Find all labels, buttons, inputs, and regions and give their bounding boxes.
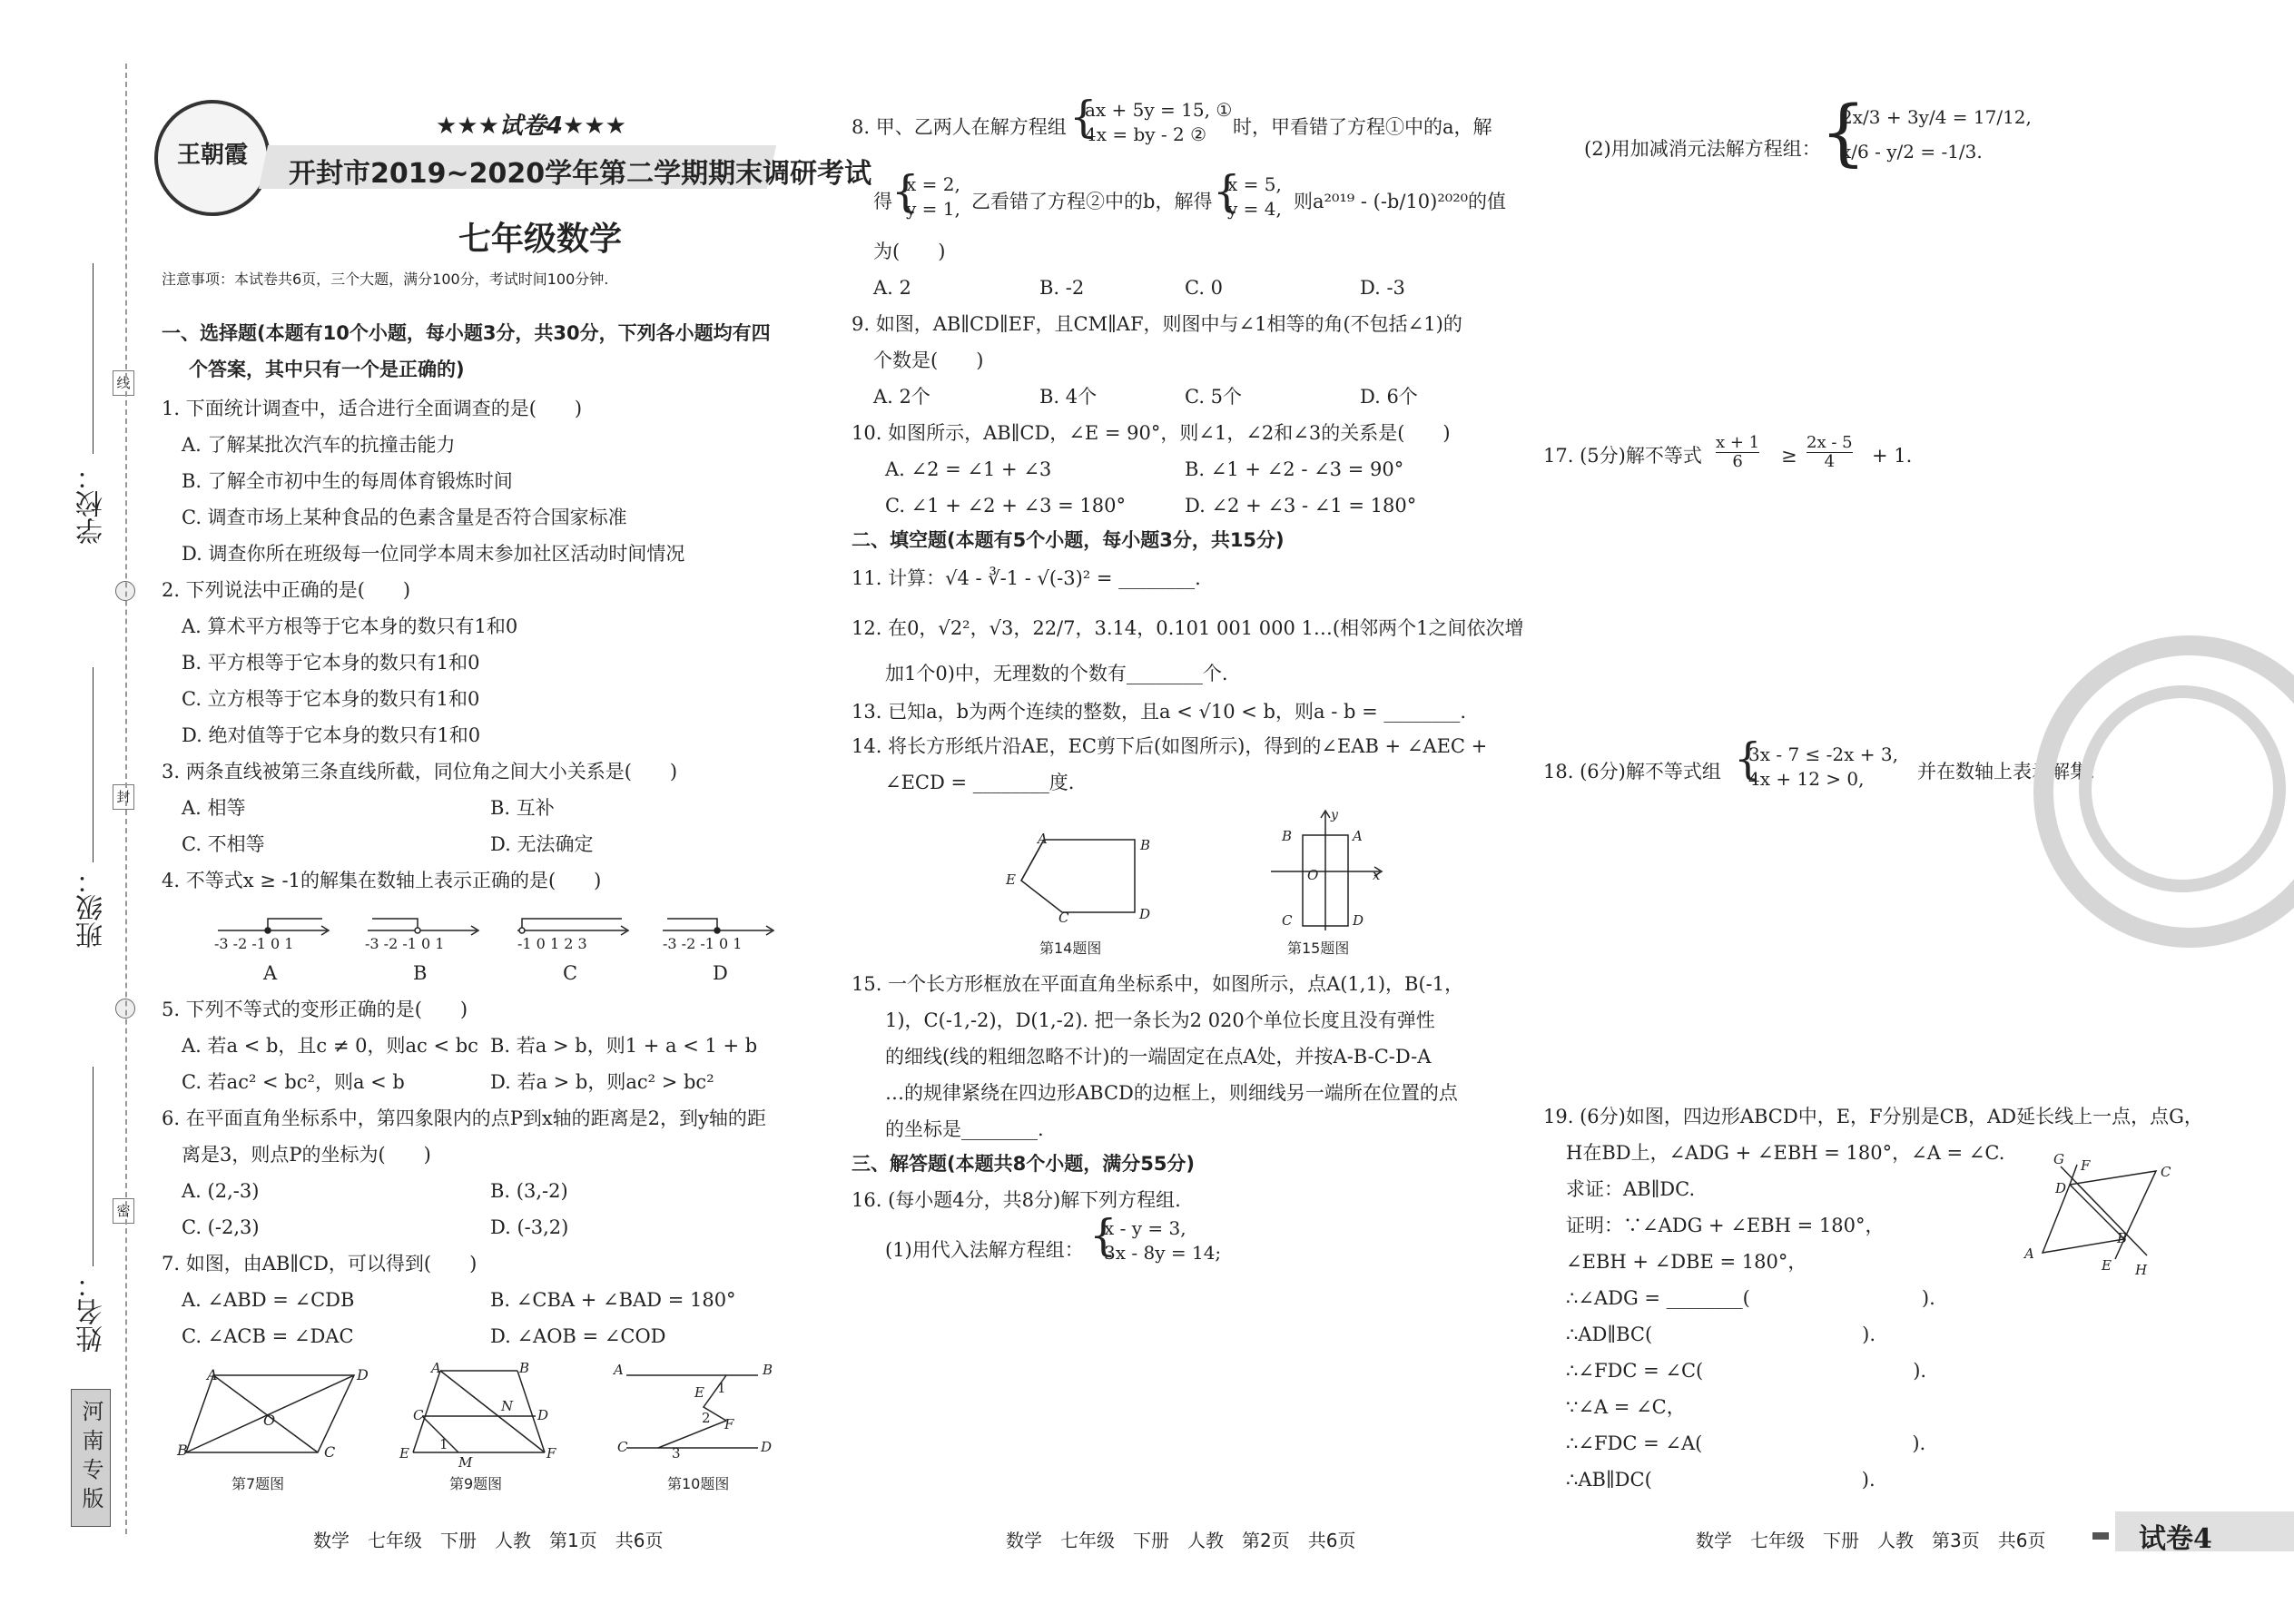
q16-system2: 2x/3 + 3y/4 = 17/12, x/6 - y/2 = -1/3. bbox=[1841, 106, 2032, 162]
fig10-label-a: A bbox=[614, 1362, 624, 1378]
fig19-label-f: F bbox=[2081, 1157, 2091, 1174]
fig10-label-1: 1 bbox=[717, 1380, 726, 1396]
q4-label-c: C bbox=[563, 962, 578, 984]
q9-option-a: A. 2个 bbox=[873, 386, 930, 408]
q4-axis-d: -3 -2 -1 0 1 bbox=[663, 935, 743, 952]
figure-10 bbox=[617, 1366, 781, 1466]
q9-stem-2: 个数是( ) bbox=[873, 349, 984, 371]
subject-title: 七年级数学 bbox=[458, 221, 623, 258]
q9-option-d: D. 6个 bbox=[1360, 386, 1418, 408]
q16-part2: (2)用加减消元法解方程组： bbox=[1584, 138, 1821, 160]
q1-option-d: D. 调查你所在班级每一位同学本周末参加社区活动时间情况 bbox=[182, 543, 685, 565]
q14-line1: 14. 将长方形纸片沿AE，EC剪下后(如图所示)，得到的∠EAB + ∠AEC + bbox=[852, 735, 1488, 757]
corner-tag-mark bbox=[2092, 1532, 2109, 1540]
fig9-label-b: B bbox=[519, 1360, 530, 1376]
fig15-label-a: A bbox=[1353, 828, 1363, 844]
q17-lead: 17. (5分)解不等式 bbox=[1543, 445, 1702, 467]
fig19-label-a: A bbox=[2024, 1245, 2034, 1262]
footer-page1: 数学 七年级 下册 人教 第1页 共6页 bbox=[313, 1530, 664, 1551]
q1-option-c: C. 调查市场上某种食品的色素含量是否符合国家标准 bbox=[182, 507, 627, 528]
q11-text: 11. 计算：√4 - ∛-1 - √(-3)² = ________. bbox=[852, 567, 1201, 589]
fig7-label-b: B bbox=[177, 1442, 188, 1459]
q19-line7: ∴AD∥BC( ). bbox=[1566, 1324, 1876, 1345]
footer-page3: 数学 七年级 下册 人教 第3页 共6页 bbox=[1696, 1530, 2046, 1551]
fig10-label-c: C bbox=[617, 1439, 628, 1455]
q16-brace1-icon: { bbox=[1089, 1210, 1117, 1261]
fig14-label-d: D bbox=[1139, 906, 1151, 922]
q8-brace2-icon: { bbox=[891, 166, 920, 217]
q6-option-b: B. (3,-2) bbox=[490, 1180, 568, 1202]
q4-stem: 4. 不等式x ≥ -1的解集在数轴上表示正确的是( ) bbox=[162, 870, 602, 891]
q8-line1b: 时，甲看错了方程①中的a，解 bbox=[1233, 116, 1492, 138]
q4-axis-a: -3 -2 -1 0 1 bbox=[214, 935, 294, 952]
q2-option-d: D. 绝对值等于它本身的数只有1和0 bbox=[182, 724, 481, 746]
q12-line2: 加1个0)中，无理数的个数有________个. bbox=[885, 663, 1228, 684]
series-label: ★★★试卷4★★★ bbox=[436, 113, 626, 140]
fig7-label-c: C bbox=[324, 1443, 336, 1461]
seal-mark-xian: 线 bbox=[113, 370, 134, 396]
seal-mark-feng: 封 bbox=[113, 784, 134, 810]
q8-line3: 为( ) bbox=[873, 241, 946, 262]
q19-line3: 求证：AB∥DC. bbox=[1566, 1178, 1696, 1200]
q8-brace-icon: { bbox=[1069, 92, 1098, 143]
q8-option-b: B. -2 bbox=[1039, 277, 1085, 299]
fig14-label-b: B bbox=[1140, 837, 1151, 853]
school-label: 学校： bbox=[76, 463, 108, 545]
q4-axis-c: -1 0 1 2 3 bbox=[517, 935, 587, 952]
q1-option-b: B. 了解全市初中生的每周体育锻炼时间 bbox=[182, 470, 513, 492]
q6-stem-1: 6. 在平面直角坐标系中，第四象限内的点P到x轴的距离是2，到y轴的距 bbox=[162, 1107, 766, 1129]
fig9-label-f: F bbox=[546, 1445, 556, 1462]
q15-line4: …的规律紧绕在四边形ABCD的边框上，则细线另一端所在位置的点 bbox=[885, 1082, 1458, 1104]
fig15-label-d: D bbox=[1353, 912, 1364, 929]
section1-title-2: 个答案，其中只有一个是正确的) bbox=[189, 359, 465, 380]
fig7-label-o: O bbox=[263, 1412, 276, 1429]
fig19-label-g: G bbox=[2053, 1151, 2064, 1167]
q3-option-c: C. 不相等 bbox=[182, 833, 265, 855]
q4-label-a: A bbox=[263, 962, 278, 984]
q7-stem: 7. 如图，由AB∥CD，可以得到( ) bbox=[162, 1253, 478, 1275]
q3-stem: 3. 两条直线被第三条直线所截，同位角之间大小关系是( ) bbox=[162, 761, 678, 782]
q9-stem-1: 9. 如图，AB∥CD∥EF，且CM∥AF，则图中与∠1相等的角(不包括∠1)的 bbox=[852, 313, 1462, 335]
section3-title: 三、解答题(本题共8个小题，满分55分) bbox=[852, 1153, 1196, 1175]
q17-sign: ≥ bbox=[1781, 445, 1797, 467]
fig10-caption: 第10题图 bbox=[667, 1475, 730, 1492]
notice: 注意事项：本试卷共6页，三个大题，满分100分，考试时间100分钟. bbox=[162, 271, 609, 288]
fig9-label-m: M bbox=[458, 1454, 473, 1471]
cut-line bbox=[125, 64, 127, 1534]
q19-line2: H在BD上，∠ADG + ∠EBH = 180°，∠A = ∠C. bbox=[1566, 1142, 2005, 1164]
q5-option-d: D. 若a > b，则ac² > bc² bbox=[490, 1071, 714, 1093]
fig15-caption: 第15题图 bbox=[1287, 940, 1350, 957]
q5-stem: 5. 下列不等式的变形正确的是( ) bbox=[162, 999, 468, 1020]
q15-line3: 的细线(线的粗细忽略不计)的一端固定在点A处，并按A-B-C-D-A bbox=[885, 1046, 1432, 1068]
fig14-label-e: E bbox=[1006, 871, 1016, 888]
q8-system2: x = 2, y = 1, bbox=[906, 173, 960, 220]
q6-option-a: A. (2,-3) bbox=[182, 1180, 260, 1202]
q17-tail: + 1. bbox=[1872, 445, 1913, 467]
q10-option-a: A. ∠2 = ∠1 + ∠3 bbox=[885, 458, 1052, 480]
class-label: 班级： bbox=[76, 867, 108, 949]
q16-brace2-icon: { bbox=[1820, 90, 1866, 174]
fig19-label-b: B bbox=[2117, 1230, 2128, 1246]
school-field-line[interactable] bbox=[93, 263, 94, 454]
q12-line1: 12. 在0，√2²，√3，22/7，3.14，0.101 001 000 1…(相邻两个1之间依次增 bbox=[852, 617, 1524, 639]
q13-text: 13. 已知a，b为两个连续的整数，且a < √10 < b，则a - b = ________. bbox=[852, 701, 1467, 723]
q16-stem: 16. (每小题4分，共8分)解下列方程组. bbox=[852, 1189, 1181, 1211]
q8-option-c: C. 0 bbox=[1185, 277, 1224, 299]
fig10-label-3: 3 bbox=[672, 1445, 681, 1462]
q7-option-b: B. ∠CBA + ∠BAD = 180° bbox=[490, 1289, 736, 1311]
watermark-inner-ring bbox=[2079, 685, 2286, 892]
q8-option-d: D. -3 bbox=[1360, 277, 1405, 299]
fig7-label-d: D bbox=[357, 1366, 369, 1383]
fig9-label-d: D bbox=[537, 1407, 549, 1423]
q3-option-b: B. 互补 bbox=[490, 797, 555, 819]
q15-line1: 15. 一个长方形框放在平面直角坐标系中，如图所示，点A(1,1)，B(-1， bbox=[852, 973, 1464, 995]
q7-option-c: C. ∠ACB = ∠DAC bbox=[182, 1325, 354, 1347]
q18-tail: 并在数轴上表示解集. bbox=[1917, 761, 2095, 782]
fig15-label-x: x bbox=[1373, 867, 1381, 883]
q19-line9: ∵∠A = ∠C， bbox=[1566, 1396, 1686, 1418]
q6-stem-2: 离是3，则点P的坐标为( ) bbox=[182, 1144, 431, 1166]
logo-text: 王朝霞 bbox=[176, 142, 248, 169]
seal-mark-mi: 密 bbox=[113, 1198, 134, 1224]
fig7-label-a: A bbox=[207, 1366, 218, 1383]
section2-title: 二、填空题(本题有5个小题，每小题3分，共15分) bbox=[852, 529, 1285, 551]
fig15-label-b: B bbox=[1282, 828, 1293, 844]
q15-line5: 的坐标是________. bbox=[885, 1118, 1044, 1140]
q9-option-c: C. 5个 bbox=[1185, 386, 1243, 408]
exam-title: 开封市2019~2020学年第二学期期末调研考试 bbox=[289, 158, 872, 190]
q1-stem: 1. 下面统计调查中，适合进行全面调查的是( ) bbox=[162, 398, 583, 419]
q2-stem: 2. 下列说法中正确的是( ) bbox=[162, 579, 411, 601]
figure-19 bbox=[2024, 1148, 2161, 1266]
q7-option-d: D. ∠AOB = ∠COD bbox=[490, 1325, 666, 1347]
q17-fraction-right: $\frac{2x - 5}{4}$ bbox=[1807, 433, 1853, 471]
fig15-label-o: O bbox=[1307, 867, 1319, 883]
q19-line1: 19. (6分)如图，四边形ABCD中，E，F分别是CB，AD延长线上一点，点G， bbox=[1543, 1106, 2203, 1127]
q18-system: 3x - 7 ≤ -2x + 3, 4x + 12 > 0, bbox=[1748, 743, 1898, 790]
fig7-caption: 第7题图 bbox=[231, 1475, 285, 1492]
q10-option-c: C. ∠1 + ∠2 + ∠3 = 180° bbox=[885, 495, 1126, 517]
fig10-label-b: B bbox=[763, 1362, 773, 1378]
fig9-caption: 第9题图 bbox=[449, 1475, 503, 1492]
q3-option-d: D. 无法确定 bbox=[490, 833, 594, 855]
q5-option-b: B. 若a > b，则1 + a < 1 + b bbox=[490, 1035, 758, 1057]
q2-option-c: C. 立方根等于它本身的数只有1和0 bbox=[182, 688, 480, 710]
q8-line2a: 得 bbox=[873, 191, 892, 212]
q4-axis-b: -3 -2 -1 0 1 bbox=[365, 935, 445, 952]
corner-tag: 试卷4 bbox=[2139, 1523, 2212, 1555]
figure-14 bbox=[1008, 831, 1153, 921]
q18-lead: 18. (6分)解不等式组 bbox=[1543, 761, 1721, 782]
fig19-label-h: H bbox=[2135, 1262, 2148, 1278]
q5-option-c: C. 若ac² < bc²，则a < b bbox=[182, 1071, 405, 1093]
region-tag: 河南专版 bbox=[71, 1389, 111, 1527]
q16-part1: (1)用代入法解方程组： bbox=[885, 1239, 1084, 1261]
fig9-label-e: E bbox=[399, 1445, 409, 1462]
q9-option-b: B. 4个 bbox=[1039, 386, 1098, 408]
q8-line1a: 8. 甲、乙两人在解方程组 bbox=[852, 116, 1067, 138]
q6-option-d: D. (-3,2) bbox=[490, 1216, 569, 1238]
q10-option-b: B. ∠1 + ∠2 - ∠3 = 90° bbox=[1185, 458, 1404, 480]
q2-option-a: A. 算术平方根等于它本身的数只有1和0 bbox=[182, 615, 518, 637]
q5-option-a: A. 若a < b，且c ≠ 0，则ac < bc bbox=[182, 1035, 478, 1057]
binding-strip bbox=[0, 0, 131, 1624]
q19-line11: ∴AB∥DC( ). bbox=[1566, 1469, 1876, 1491]
section1-title-1: 一、选择题(本题有10个小题，每小题3分，共30分，下列各小题均有四 bbox=[162, 322, 771, 344]
fig10-label-2: 2 bbox=[702, 1410, 711, 1426]
q15-line2: 1)，C(-1,-2)，D(1,-2). 把一条长为2 020个单位长度且没有弹性 bbox=[885, 1009, 1435, 1031]
q2-option-b: B. 平方根等于它本身的数只有1和0 bbox=[182, 652, 480, 674]
fig10-label-f: F bbox=[724, 1416, 734, 1432]
q18-brace-icon: { bbox=[1734, 733, 1762, 784]
fig19-label-e: E bbox=[2102, 1257, 2112, 1274]
fig9-label-n: N bbox=[501, 1398, 514, 1414]
fig15-label-c: C bbox=[1282, 912, 1293, 929]
q6-option-c: C. (-2,3) bbox=[182, 1216, 260, 1238]
q14-line2: ∠ECD = ________度. bbox=[885, 772, 1075, 793]
q10-stem: 10. 如图所示，AB∥CD，∠E = 90°，则∠1，∠2和∠3的关系是( ) bbox=[852, 422, 1451, 444]
fig15-label-y: y bbox=[1331, 808, 1338, 822]
q3-option-a: A. 相等 bbox=[182, 797, 246, 819]
brand-logo-icon bbox=[154, 100, 271, 216]
q8-line2b: 乙看错了方程②中的b，解得 bbox=[971, 191, 1213, 212]
q19-line10: ∴∠FDC = ∠A( ). bbox=[1566, 1432, 1926, 1454]
figure-7 bbox=[172, 1366, 381, 1466]
fig19-label-d: D bbox=[2055, 1180, 2067, 1196]
fig10-label-d: D bbox=[761, 1439, 773, 1455]
q1-option-a: A. 了解某批次汽车的抗撞击能力 bbox=[182, 434, 456, 456]
q19-line6: ∴∠ADG = ________( ). bbox=[1566, 1287, 1935, 1309]
fig14-label-c: C bbox=[1058, 910, 1069, 926]
q8-system: ax + 5y = 15, ① 4x = by - 2 ② bbox=[1085, 99, 1233, 145]
q10-option-d: D. ∠2 + ∠3 - ∠1 = 180° bbox=[1185, 495, 1417, 517]
q19-line8: ∴∠FDC = ∠C( ). bbox=[1566, 1360, 1927, 1382]
q7-option-a: A. ∠ABD = ∠CDB bbox=[182, 1289, 355, 1311]
q8-line2c: 则a²⁰¹⁹ - (-b/10)²⁰²⁰的值 bbox=[1294, 191, 1507, 212]
q19-line5: ∠EBH + ∠DBE = 180°， bbox=[1566, 1251, 1807, 1273]
fig9-label-a: A bbox=[431, 1360, 441, 1376]
q17-fraction-left: $\frac{x + 1}{6}$ bbox=[1716, 433, 1760, 471]
q8-system3: x = 5, y = 4, bbox=[1227, 173, 1282, 220]
q8-brace3-icon: { bbox=[1213, 166, 1241, 217]
fig14-caption: 第14题图 bbox=[1039, 940, 1102, 957]
name-label: 姓名： bbox=[76, 1271, 108, 1353]
name-field-line[interactable] bbox=[93, 1067, 94, 1266]
fig14-label-a: A bbox=[1038, 831, 1048, 847]
footer-page2: 数学 七年级 下册 人教 第2页 共6页 bbox=[1006, 1530, 1356, 1551]
class-field-line[interactable] bbox=[93, 667, 94, 862]
q19-line4: 证明：∵∠ADG + ∠EBH = 180°， bbox=[1566, 1215, 1885, 1236]
q16-system1: x - y = 3, 3x - 8y = 14; bbox=[1104, 1217, 1222, 1264]
fig9-label-c: C bbox=[413, 1407, 424, 1423]
fig19-label-c: C bbox=[2161, 1164, 2171, 1180]
fig10-label-e: E bbox=[694, 1384, 704, 1401]
fig9-label-1: 1 bbox=[439, 1436, 448, 1452]
q4-label-b: B bbox=[413, 962, 428, 984]
q4-label-d: D bbox=[713, 962, 728, 984]
figure-15 bbox=[1262, 808, 1389, 935]
q8-option-a: A. 2 bbox=[873, 277, 911, 299]
